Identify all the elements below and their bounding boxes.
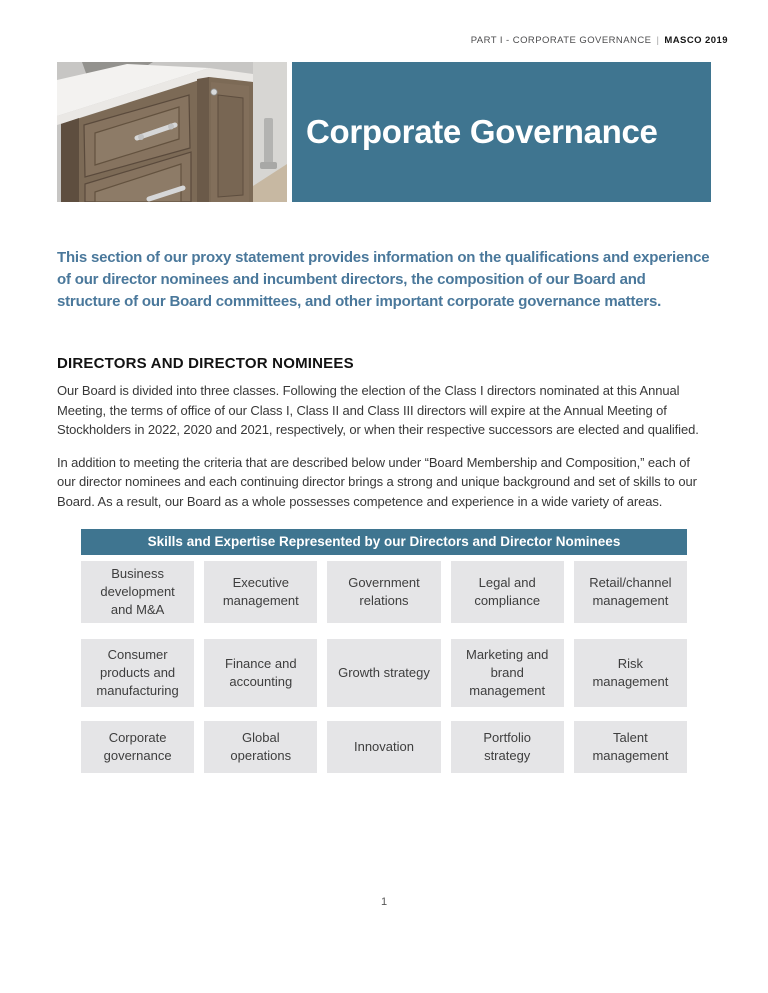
skills-table xyxy=(81,529,687,773)
skill-cell: Consumer products and manufacturing xyxy=(81,639,194,707)
hero-section xyxy=(57,62,711,202)
body-paragraph-2: In addition to meeting the criteria that are described below under “Board Membership and Composition,” each of our director nominees and each continuing director brings a strong and unique background and set of skills to our Board. As a result, our Board as a whole possesses competence and experience in a wide variety of areas. xyxy=(57,454,697,509)
skills-row-3 xyxy=(81,721,687,773)
hero-banner xyxy=(292,62,711,202)
skill-cell: Corporate governance xyxy=(81,721,194,773)
running-header-part: PART I - CORPORATE GOVERNANCE xyxy=(470,35,652,46)
skill-cell: Retail/channel management xyxy=(574,561,687,623)
skills-row-2 xyxy=(81,639,687,707)
skill-cell: Global operations xyxy=(204,721,317,773)
running-header-separator: | xyxy=(656,35,660,46)
skill-cell: Marketing and brand management xyxy=(451,639,564,707)
section-heading: DIRECTORS AND DIRECTOR NOMINEES xyxy=(57,355,354,372)
intro-paragraph: This section of our proxy statement provides information on the qualifications and experience of our director nominees and incumbent directors, the composition of our Board and structure of our Board committees, and other important corporate governance matters. xyxy=(57,249,710,310)
running-header xyxy=(0,36,728,46)
skill-cell: Business development and M&A xyxy=(81,561,194,623)
skills-row-1 xyxy=(81,561,687,623)
body-paragraph-1: Our Board is divided into three classes. Following the election of the Class I directors nominated at this Annual Meeting, the terms of office of our Class I, Class II and Class III directors will expire at the Annual Meeting of Stockholders in 2022, 2020 and 2021, respectively, or when their respective successors are elected and qualified. xyxy=(57,383,699,437)
page-title: Corporate Governance xyxy=(306,113,658,150)
skill-cell: Government relations xyxy=(327,561,440,623)
skill-cell: Risk management xyxy=(574,639,687,707)
skill-cell: Talent management xyxy=(574,721,687,773)
skill-cell: Growth strategy xyxy=(327,639,440,707)
skill-cell: Innovation xyxy=(327,721,440,773)
skill-cell: Finance and accounting xyxy=(204,639,317,707)
skill-cell: Legal and compliance xyxy=(451,561,564,623)
running-header-brand: MASCO 2019 xyxy=(664,35,728,46)
skills-table-title: Skills and Expertise Represented by our Directors and Director Nominees xyxy=(81,529,687,555)
bathroom-vanity-photo xyxy=(57,62,287,202)
skill-cell: Executive management xyxy=(204,561,317,623)
page-number: 1 xyxy=(380,896,388,908)
skill-cell: Portfolio strategy xyxy=(451,721,564,773)
